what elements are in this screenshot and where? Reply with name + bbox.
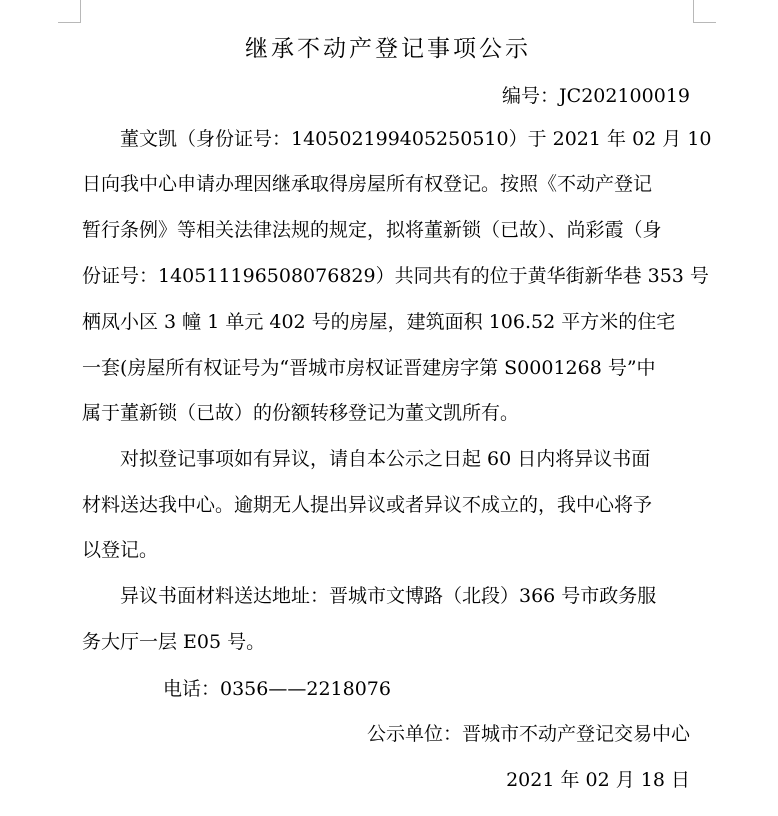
- document-number: 编号：JC202100019: [502, 85, 690, 107]
- paragraph-line: 一套(房屋所有权证号为“晋城市房权证晋建房字第 S0001268 号”中: [82, 357, 656, 379]
- page-corner-mark-right: [693, 0, 716, 23]
- paragraph-line: 暂行条例》等相关法律法规的规定，拟将董新锁（已故）、尚彩霞（身: [82, 219, 662, 241]
- contact-phone: 电话：0356——2218076: [163, 678, 391, 700]
- paragraph-line: 材料送达我中心。逾期无人提出异议或者异议不成立的，我中心将予: [82, 494, 653, 516]
- paragraph-line: 务大厅一层 E05 号。: [82, 631, 266, 653]
- publisher-unit: 公示单位：晋城市不动产登记交易中心: [366, 723, 690, 745]
- document-title: 继承不动产登记事项公示: [245, 36, 531, 62]
- paragraph-line: 对拟登记事项如有异议，请自本公示之日起 60 日内将异议书面: [120, 448, 651, 470]
- paragraph-line: 栖凤小区 3 幢 1 单元 402 号的房屋，建筑面积 106.52 平方米的住宅: [82, 311, 676, 333]
- paragraph-line: 以登记。: [82, 539, 159, 561]
- paragraph-line: 日向我中心申请办理因继承取得房屋所有权登记。按照《不动产登记: [82, 173, 653, 195]
- paragraph-line: 份证号：140511196508076829）共同共有的位于黄华街新华巷 353 号: [82, 265, 709, 287]
- paragraph-line: 异议书面材料送达地址：晋城市文博路（北段）366 号市政务服: [120, 585, 657, 607]
- publish-date: 2021 年 02 月 18 日: [506, 769, 690, 791]
- page-corner-mark-left: [58, 0, 81, 23]
- paragraph-line: 属于董新锁（已故）的份额转移登记为董文凯所有。: [82, 402, 520, 424]
- paragraph-line: 董文凯（身份证号：140502199405250510）于 2021 年 02 月 10: [120, 128, 712, 150]
